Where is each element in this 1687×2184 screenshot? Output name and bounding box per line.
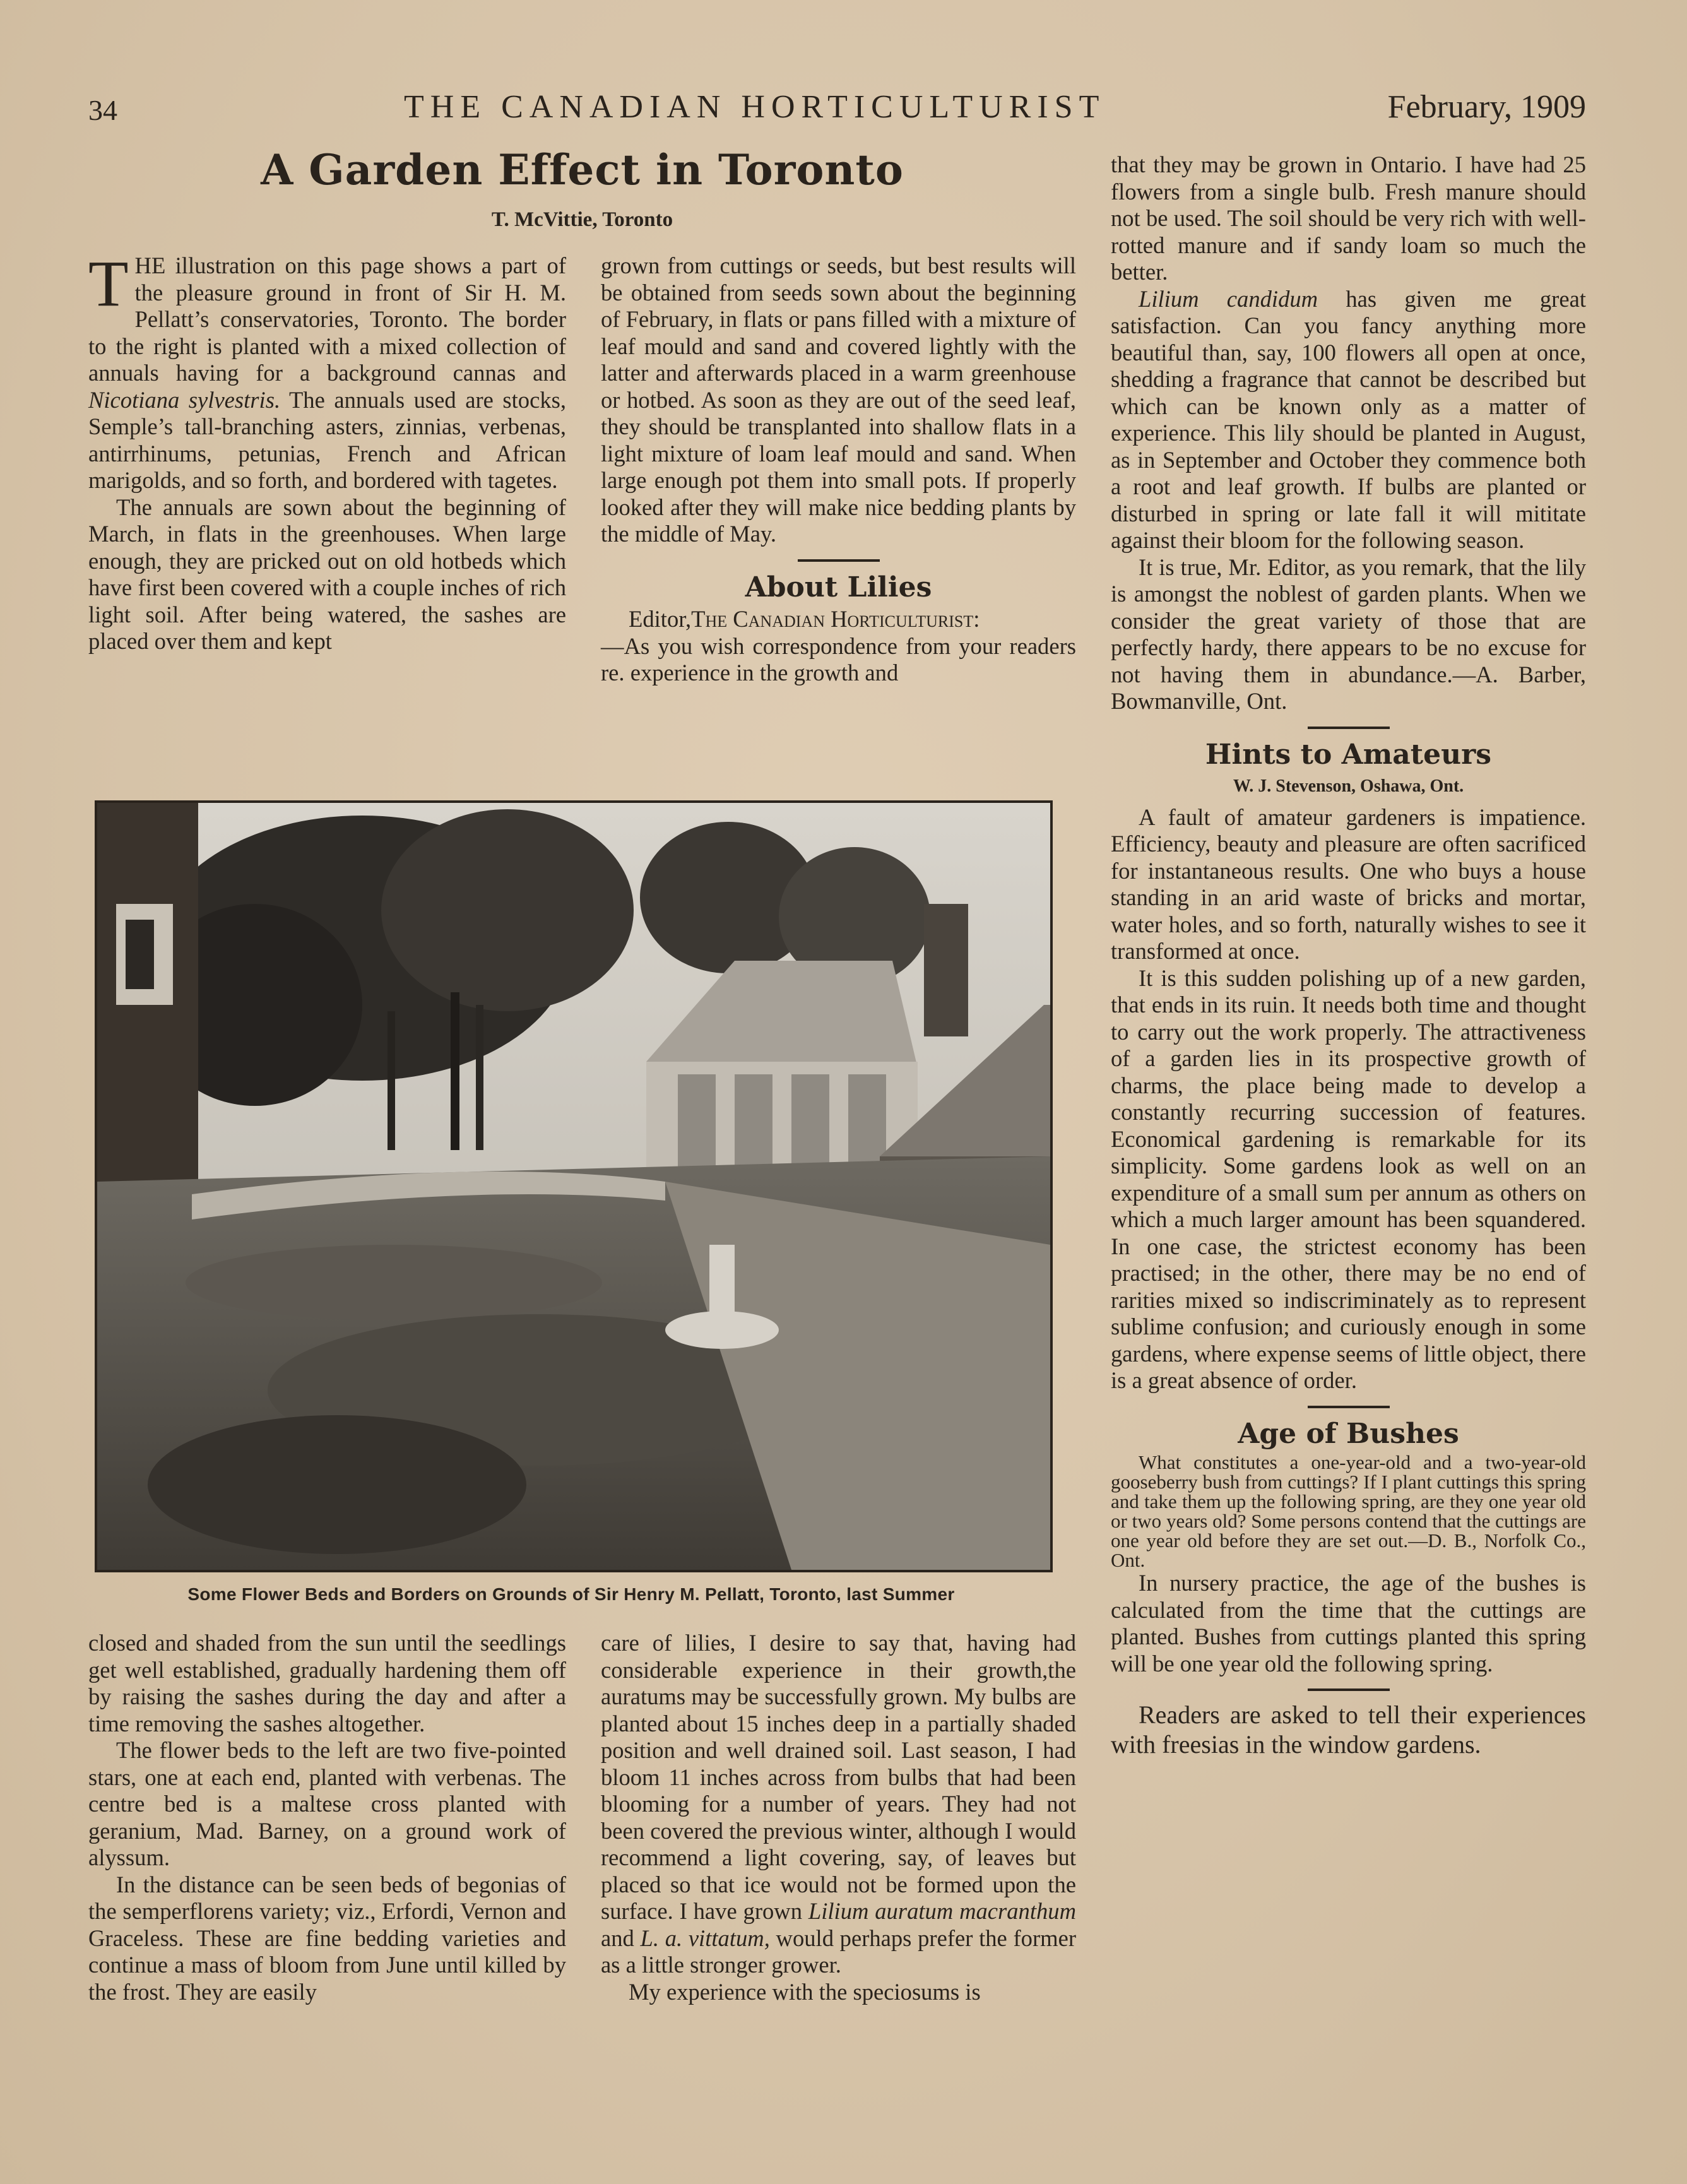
article-column-2-top	[601, 252, 1076, 687]
running-head	[88, 88, 1586, 133]
article-paragraph: It is true, Mr. Editor, as you remark, that the lily is amongst the noblest of garden plants. When we consider the great variety of those that are perfectly hardy, there appears to be no excuse for not having them in abundance.—A. Barber, Bowmanville, Ont.	[1111, 554, 1586, 714]
reader-question: What constitutes a one-year-old and a two-year-old gooseberry bush from cuttings? If I plant cuttings this spring and take them up the following spring, are they one year old or two years old? Some persons contend that the cuttings are one year old before they are set out.—D. B., Norfolk Co., Ont.	[1111, 1451, 1586, 1571]
readers-notice: Readers are asked to tell their experiences with freesias in the window gardens.	[1111, 1700, 1586, 1759]
article-column-2-bottom	[601, 1630, 1076, 2005]
section-title-hints-to-amateurs: Hints to Amateurs	[1205, 738, 1492, 771]
garden-photograph	[95, 800, 1053, 1572]
letter-opening: Editor,The Canadian Horticulturist:	[629, 606, 980, 632]
article-paragraph: The annuals are sown about the beginning of March, in flats in the greenhouses. When large enough, they are pricked out on old hotbeds which have first been covered with a couple inches of rich light soil. After being watered, the sashes are placed over them and kept	[88, 494, 566, 654]
section-title-age-of-bushes: Age of Bushes	[1238, 1417, 1459, 1450]
article-column-3	[1111, 151, 1586, 1759]
section-divider	[798, 559, 880, 562]
article-paragraph: It is this sudden polishing up of a new garden, that ends in its ruin. It needs both time and thought to carry out the work properly. The attractiveness of a garden lies in its prospective growth of charms, the place being made to develop a constantly recurring succession of features. Economical gardening is remarkable for its simplicity. Some gardens look as well on an expenditure of a small sum per annum as others on which a much larger amount has been squandered. In one case, the strictest economy has been practised; in the other, there may be no end of rarities mixed so indiscriminately as to represent sublime confusion; and curiously enough in some gardens, where expense seems of little object, there is a great absence of order.	[1111, 964, 1586, 1393]
article-paragraph: In the distance can be seen beds of begonias of the semperflorens variety; viz., Erfordi, Vernon and Graceless. These are fine bedding varieties and continue a mass of bloom from June until killed by the frost. They are easily	[88, 1871, 566, 2005]
article-paragraph: THE illustration on this page shows a part of the pleasure ground in front of Sir H. M. Pellatt’s conservatories, Toronto. The border to the right is planted with a mixed collection of annuals having for a background cannas and Nicotiana sylvestris. The annuals used are stocks, Semple’s tall-branching asters, zinnias, verbenas, antirrhinums, petunias, French and African marigolds, and so forth, and bordered with tagetes.	[88, 247, 566, 493]
article-title: A Garden Effect in Toronto	[261, 145, 904, 194]
section-divider	[1308, 727, 1390, 729]
article-paragraph: The flower beds to the left are two five-pointed stars, one at each end, planted with verbenas. The centre bed is a maltese cross planted with geranium, Mad. Barney, on a ground work of alyssum.	[88, 1737, 566, 1870]
article-paragraph: that they may be grown in Ontario. I have had 25 flowers from a single bulb. Fresh manure should not be used. The soil should be very rich with well-rotted manure and if sandy loam so much the better.	[1111, 151, 1586, 285]
journal-title: THE CANADIAN HORTICULTURIST	[404, 89, 1106, 125]
article-column-1-top	[88, 247, 566, 655]
section-title-about-lilies: About Lilies	[745, 571, 932, 603]
article-paragraph: In nursery practice, the age of the bushes is calculated from the time that the cuttings are planted. Bushes from cuttings planted this spring will be one year old the following spring.	[1111, 1570, 1586, 1677]
garden-photograph-image	[97, 803, 1050, 1570]
article-column-1-bottom	[88, 1630, 566, 2005]
section-divider	[1308, 1406, 1390, 1408]
section-divider	[1308, 1688, 1390, 1691]
page-number: 34	[88, 94, 117, 126]
article-paragraph: Lilium candidum has given me great satisfaction. Can you fancy anything more beautiful than, say, 100 flowers all open at once, shedding a fragrance that cannot be described but which can be known only as a matter of experience. This lily should be planted in August, as in September and October they commence both a root and leaf growth. If bulbs are planted or disturbed in spring or late fall it will mititate against their bloom for the following season.	[1111, 285, 1586, 553]
article-paragraph: closed and shaded from the sun until the seedlings get well established, gradually hardening them off by raising the sashes during the day and after a time removing the sashes altogether.	[88, 1630, 566, 1736]
article-paragraph: grown from cuttings or seeds, but best results will be obtained from seeds sown about the beginning of February, in flats or pans filled with a mixture of leaf mould and sand and covered lightly with the latter and afterwards placed in a warm greenhouse or hotbed. As soon as they are out of the seed leaf, they should be transplanted into shallow flats in a light mixture of loam leaf mould and sand. When large enough pot them into small pots. If properly looked after they will make nice bedding plants by the middle of May.	[601, 252, 1076, 547]
article-paragraph: A fault of amateur gardeners is impatience. Efficiency, beauty and pleasure are often sacrificed for instantaneous results. One who buys a house standing in an arid waste of bricks and mortar, water holes, and so forth, naturally wishes to see it transformed at once.	[1111, 804, 1586, 964]
article-paragraph: care of lilies, I desire to say that, having had considerable experience in their growth,the auratums may be successfully grown. My bulbs are planted about 15 inches deep in a partially shaded position and well drained soil. Last season, I had bloom 11 inches across from bulbs that had been blooming for a number of years. They had not been covered the previous winter, although I would recommend a light covering, say, of leaves but placed so that ice would not be formed upon the surface. I have grown Lilium auratum macranthum and L. a. vittatum, would perhaps prefer the former as a little stronger grower.	[601, 1630, 1077, 1978]
drop-cap: T	[88, 247, 129, 320]
section-byline: W. J. Stevenson, Oshawa, Ont.	[1233, 776, 1464, 796]
article-byline: T. McVittie, Toronto	[491, 208, 673, 231]
photo-caption: Some Flower Beds and Borders on Grounds of Sir Henry M. Pellatt, Toronto, last Summer	[187, 1584, 955, 1604]
issue-date: February, 1909	[1387, 89, 1586, 125]
article-paragraph: —As you wish correspondence from your readers re. experience in the growth and	[601, 632, 1076, 685]
article-paragraph: My experience with the speciosums is	[629, 1978, 981, 2005]
